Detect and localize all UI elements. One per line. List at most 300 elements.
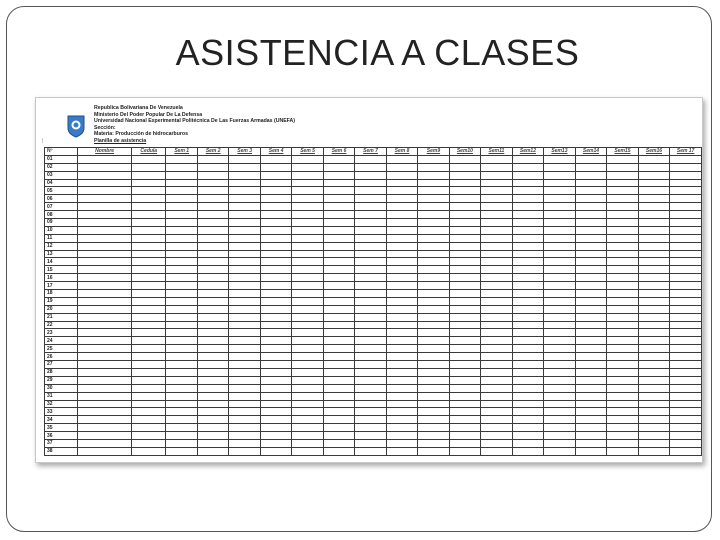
table-cell	[386, 392, 417, 400]
table-cell	[355, 329, 386, 337]
table-cell	[544, 368, 576, 376]
table-cell	[292, 226, 323, 234]
table-cell	[607, 258, 639, 266]
table-cell	[292, 392, 323, 400]
table-cell	[78, 203, 132, 211]
table-cell	[292, 274, 323, 282]
table-cell	[670, 171, 702, 179]
table-cell	[166, 155, 197, 163]
table-cell	[292, 321, 323, 329]
column-header: Sem12	[512, 148, 544, 156]
table-cell	[292, 250, 323, 258]
table-cell	[323, 163, 354, 171]
table-cell	[544, 266, 576, 274]
table-cell	[292, 408, 323, 416]
table-cell	[260, 290, 291, 298]
table-cell	[260, 424, 291, 432]
table-cell	[607, 376, 639, 384]
table-cell	[544, 361, 576, 369]
table-cell	[607, 447, 639, 455]
table-cell	[607, 226, 639, 234]
table-row	[45, 329, 702, 337]
table-cell	[670, 368, 702, 376]
table-cell	[575, 282, 607, 290]
table-cell	[197, 400, 228, 408]
table-cell	[78, 226, 132, 234]
row-number: 10	[45, 226, 78, 234]
table-cell	[638, 282, 670, 290]
table-cell	[355, 416, 386, 424]
table-cell	[260, 266, 291, 274]
column-header: Sem 3	[229, 148, 260, 156]
table-cell	[607, 416, 639, 424]
table-cell	[607, 424, 639, 432]
table-cell	[355, 361, 386, 369]
table-cell	[132, 368, 166, 376]
table-cell	[292, 203, 323, 211]
table-cell	[575, 432, 607, 440]
table-cell	[229, 408, 260, 416]
table-cell	[197, 219, 228, 227]
table-cell	[418, 392, 449, 400]
row-number: 12	[45, 242, 78, 250]
table-cell	[355, 234, 386, 242]
table-cell	[607, 313, 639, 321]
table-cell	[481, 250, 513, 258]
table-cell	[386, 432, 417, 440]
table-cell	[670, 250, 702, 258]
table-cell	[166, 368, 197, 376]
table-cell	[292, 290, 323, 298]
table-cell	[449, 266, 481, 274]
table-cell	[670, 400, 702, 408]
table-cell	[670, 155, 702, 163]
row-number: 20	[45, 305, 78, 313]
table-cell	[607, 337, 639, 345]
table-row	[45, 392, 702, 400]
table-cell	[575, 384, 607, 392]
column-header: Cedula	[132, 148, 166, 156]
table-cell	[355, 297, 386, 305]
row-number: 23	[45, 329, 78, 337]
table-cell	[638, 258, 670, 266]
table-cell	[260, 361, 291, 369]
table-cell	[544, 337, 576, 345]
table-cell	[575, 195, 607, 203]
table-cell	[386, 416, 417, 424]
table-cell	[449, 400, 481, 408]
table-cell	[512, 305, 544, 313]
table-cell	[166, 345, 197, 353]
table-row	[45, 432, 702, 440]
table-cell	[449, 250, 481, 258]
table-cell	[481, 274, 513, 282]
table-cell	[418, 447, 449, 455]
table-cell	[386, 179, 417, 187]
column-header: Nombre	[78, 148, 132, 156]
table-cell	[607, 297, 639, 305]
table-cell	[229, 321, 260, 329]
table-cell	[355, 282, 386, 290]
table-cell	[323, 211, 354, 219]
table-cell	[292, 424, 323, 432]
table-cell	[481, 424, 513, 432]
table-cell	[166, 424, 197, 432]
table-cell	[132, 266, 166, 274]
table-cell	[78, 163, 132, 171]
table-cell	[132, 345, 166, 353]
table-cell	[132, 424, 166, 432]
table-cell	[512, 155, 544, 163]
column-header: Sem 2	[197, 148, 228, 156]
table-cell	[386, 203, 417, 211]
table-cell	[575, 400, 607, 408]
table-cell	[638, 171, 670, 179]
header-line-republic: Republica Bolivariana De Venezuela	[94, 105, 183, 111]
table-cell	[386, 219, 417, 227]
table-cell	[166, 408, 197, 416]
table-cell	[638, 400, 670, 408]
table-cell	[607, 329, 639, 337]
table-cell	[418, 179, 449, 187]
table-cell	[481, 297, 513, 305]
table-cell	[229, 424, 260, 432]
table-cell	[355, 353, 386, 361]
table-cell	[544, 439, 576, 447]
table-cell	[481, 329, 513, 337]
table-cell	[355, 313, 386, 321]
table-cell	[78, 211, 132, 219]
table-cell	[512, 242, 544, 250]
table-cell	[229, 258, 260, 266]
table-cell	[323, 155, 354, 163]
table-cell	[132, 234, 166, 242]
table-cell	[323, 171, 354, 179]
row-number: 15	[45, 266, 78, 274]
table-cell	[166, 250, 197, 258]
slide-title: ASISTENCIA A CLASES	[175, 32, 580, 73]
table-cell	[449, 447, 481, 455]
table-cell	[292, 305, 323, 313]
table-cell	[386, 384, 417, 392]
table-cell	[607, 219, 639, 227]
table-cell	[78, 171, 132, 179]
table-cell	[229, 297, 260, 305]
table-cell	[386, 171, 417, 179]
table-cell	[575, 297, 607, 305]
table-cell	[260, 439, 291, 447]
table-cell	[323, 368, 354, 376]
table-cell	[292, 400, 323, 408]
table-cell	[386, 297, 417, 305]
column-header: Sem 6	[323, 148, 354, 156]
table-cell	[197, 384, 228, 392]
table-cell	[670, 447, 702, 455]
table-cell	[638, 234, 670, 242]
table-cell	[418, 416, 449, 424]
table-cell	[260, 226, 291, 234]
row-number: 22	[45, 321, 78, 329]
table-cell	[260, 203, 291, 211]
table-cell	[544, 416, 576, 424]
table-cell	[449, 258, 481, 266]
table-cell	[197, 337, 228, 345]
table-cell	[449, 219, 481, 227]
table-cell	[544, 329, 576, 337]
table-cell	[166, 329, 197, 337]
table-cell	[418, 376, 449, 384]
table-cell	[512, 171, 544, 179]
table-cell	[386, 424, 417, 432]
table-cell	[449, 424, 481, 432]
table-cell	[449, 305, 481, 313]
table-cell	[512, 392, 544, 400]
table-cell	[386, 376, 417, 384]
table-cell	[355, 203, 386, 211]
table-cell	[292, 432, 323, 440]
table-cell	[607, 203, 639, 211]
table-cell	[544, 392, 576, 400]
table-cell	[544, 290, 576, 298]
table-cell	[607, 155, 639, 163]
table-cell	[481, 392, 513, 400]
table-cell	[418, 195, 449, 203]
column-header: Sem 8	[386, 148, 417, 156]
table-cell	[78, 376, 132, 384]
table-row	[45, 179, 702, 187]
row-number: 17	[45, 282, 78, 290]
table-cell	[481, 195, 513, 203]
table-cell	[607, 361, 639, 369]
table-cell	[544, 187, 576, 195]
table-cell	[481, 219, 513, 227]
table-cell	[638, 392, 670, 400]
table-cell	[575, 258, 607, 266]
table-cell	[166, 297, 197, 305]
table-cell	[78, 219, 132, 227]
table-cell	[132, 171, 166, 179]
table-cell	[197, 290, 228, 298]
table-cell	[638, 187, 670, 195]
table-cell	[386, 337, 417, 345]
table-cell	[323, 408, 354, 416]
table-row	[45, 361, 702, 369]
table-row	[45, 290, 702, 298]
table-cell	[638, 242, 670, 250]
table-cell	[575, 179, 607, 187]
table-cell	[78, 416, 132, 424]
table-cell	[197, 408, 228, 416]
table-row	[45, 400, 702, 408]
table-cell	[78, 400, 132, 408]
table-cell	[386, 187, 417, 195]
table-cell	[512, 353, 544, 361]
table-cell	[607, 392, 639, 400]
table-cell	[418, 258, 449, 266]
table-cell	[638, 163, 670, 171]
table-row	[45, 447, 702, 455]
table-cell	[323, 432, 354, 440]
table-cell	[418, 226, 449, 234]
table-cell	[166, 392, 197, 400]
header-line-subject: Materia: Producción de hidrocarburos	[94, 131, 188, 138]
table-cell	[132, 179, 166, 187]
table-cell	[638, 203, 670, 211]
table-cell	[607, 368, 639, 376]
table-cell	[166, 203, 197, 211]
table-cell	[166, 321, 197, 329]
table-cell	[229, 226, 260, 234]
table-cell	[197, 187, 228, 195]
table-cell	[481, 345, 513, 353]
table-cell	[481, 321, 513, 329]
table-cell	[575, 313, 607, 321]
table-cell	[607, 242, 639, 250]
table-cell	[132, 258, 166, 266]
table-cell	[355, 432, 386, 440]
table-cell	[670, 274, 702, 282]
table-cell	[575, 345, 607, 353]
table-cell	[575, 242, 607, 250]
table-cell	[229, 282, 260, 290]
table-row	[45, 353, 702, 361]
table-cell	[670, 203, 702, 211]
table-cell	[512, 163, 544, 171]
table-cell	[166, 400, 197, 408]
table-cell	[132, 203, 166, 211]
row-number: 02	[45, 163, 78, 171]
row-number: 26	[45, 353, 78, 361]
table-cell	[481, 313, 513, 321]
column-header: Sem 7	[355, 148, 386, 156]
table-cell	[386, 313, 417, 321]
table-cell	[638, 250, 670, 258]
table-cell	[544, 305, 576, 313]
table-cell	[292, 439, 323, 447]
table-cell	[670, 297, 702, 305]
unefa-shield-logo-icon	[66, 114, 86, 138]
table-header-row	[45, 148, 702, 156]
table-row	[45, 424, 702, 432]
table-cell	[197, 368, 228, 376]
table-cell	[78, 392, 132, 400]
table-cell	[670, 211, 702, 219]
table-cell	[229, 345, 260, 353]
row-number: 35	[45, 424, 78, 432]
table-row	[45, 282, 702, 290]
table-cell	[78, 179, 132, 187]
table-cell	[449, 439, 481, 447]
table-cell	[132, 353, 166, 361]
table-cell	[292, 353, 323, 361]
table-cell	[260, 297, 291, 305]
table-cell	[418, 321, 449, 329]
table-cell	[260, 368, 291, 376]
table-cell	[260, 258, 291, 266]
table-cell	[512, 258, 544, 266]
table-cell	[229, 203, 260, 211]
table-row	[45, 250, 702, 258]
table-cell	[638, 368, 670, 376]
table-cell	[575, 211, 607, 219]
table-cell	[292, 163, 323, 171]
table-cell	[670, 313, 702, 321]
table-cell	[355, 400, 386, 408]
table-cell	[481, 305, 513, 313]
table-cell	[575, 368, 607, 376]
table-cell	[512, 376, 544, 384]
table-row	[45, 408, 702, 416]
table-cell	[607, 439, 639, 447]
table-cell	[260, 447, 291, 455]
table-cell	[607, 384, 639, 392]
table-cell	[229, 439, 260, 447]
table-cell	[260, 305, 291, 313]
table-cell	[544, 211, 576, 219]
table-cell	[260, 242, 291, 250]
table-cell	[544, 274, 576, 282]
row-number: 32	[45, 400, 78, 408]
table-cell	[449, 376, 481, 384]
table-cell	[355, 155, 386, 163]
table-cell	[544, 313, 576, 321]
table-cell	[670, 439, 702, 447]
header-line-form-title: Planilla de asistencia	[94, 137, 147, 144]
table-cell	[512, 384, 544, 392]
table-cell	[449, 282, 481, 290]
table-cell	[323, 282, 354, 290]
table-cell	[512, 203, 544, 211]
table-cell	[544, 234, 576, 242]
table-cell	[355, 195, 386, 203]
table-cell	[132, 432, 166, 440]
table-cell	[197, 329, 228, 337]
table-cell	[229, 187, 260, 195]
table-cell	[78, 234, 132, 242]
table-cell	[166, 187, 197, 195]
table-cell	[166, 211, 197, 219]
table-cell	[166, 432, 197, 440]
table-cell	[292, 266, 323, 274]
table-cell	[512, 226, 544, 234]
table-cell	[638, 155, 670, 163]
table-cell	[197, 274, 228, 282]
table-cell	[418, 290, 449, 298]
table-cell	[575, 234, 607, 242]
table-cell	[323, 297, 354, 305]
table-cell	[512, 297, 544, 305]
table-cell	[481, 416, 513, 424]
table-cell	[197, 305, 228, 313]
table-cell	[638, 345, 670, 353]
table-cell	[166, 447, 197, 455]
table-row	[45, 274, 702, 282]
table-cell	[575, 329, 607, 337]
table-cell	[292, 179, 323, 187]
table-cell	[323, 258, 354, 266]
table-cell	[132, 290, 166, 298]
table-row	[45, 305, 702, 313]
table-cell	[197, 171, 228, 179]
table-cell	[544, 376, 576, 384]
table-cell	[449, 179, 481, 187]
table-cell	[512, 368, 544, 376]
table-cell	[607, 305, 639, 313]
table-cell	[481, 163, 513, 171]
header-line-section: Sección:	[94, 124, 116, 131]
table-cell	[418, 384, 449, 392]
table-row	[45, 195, 702, 203]
